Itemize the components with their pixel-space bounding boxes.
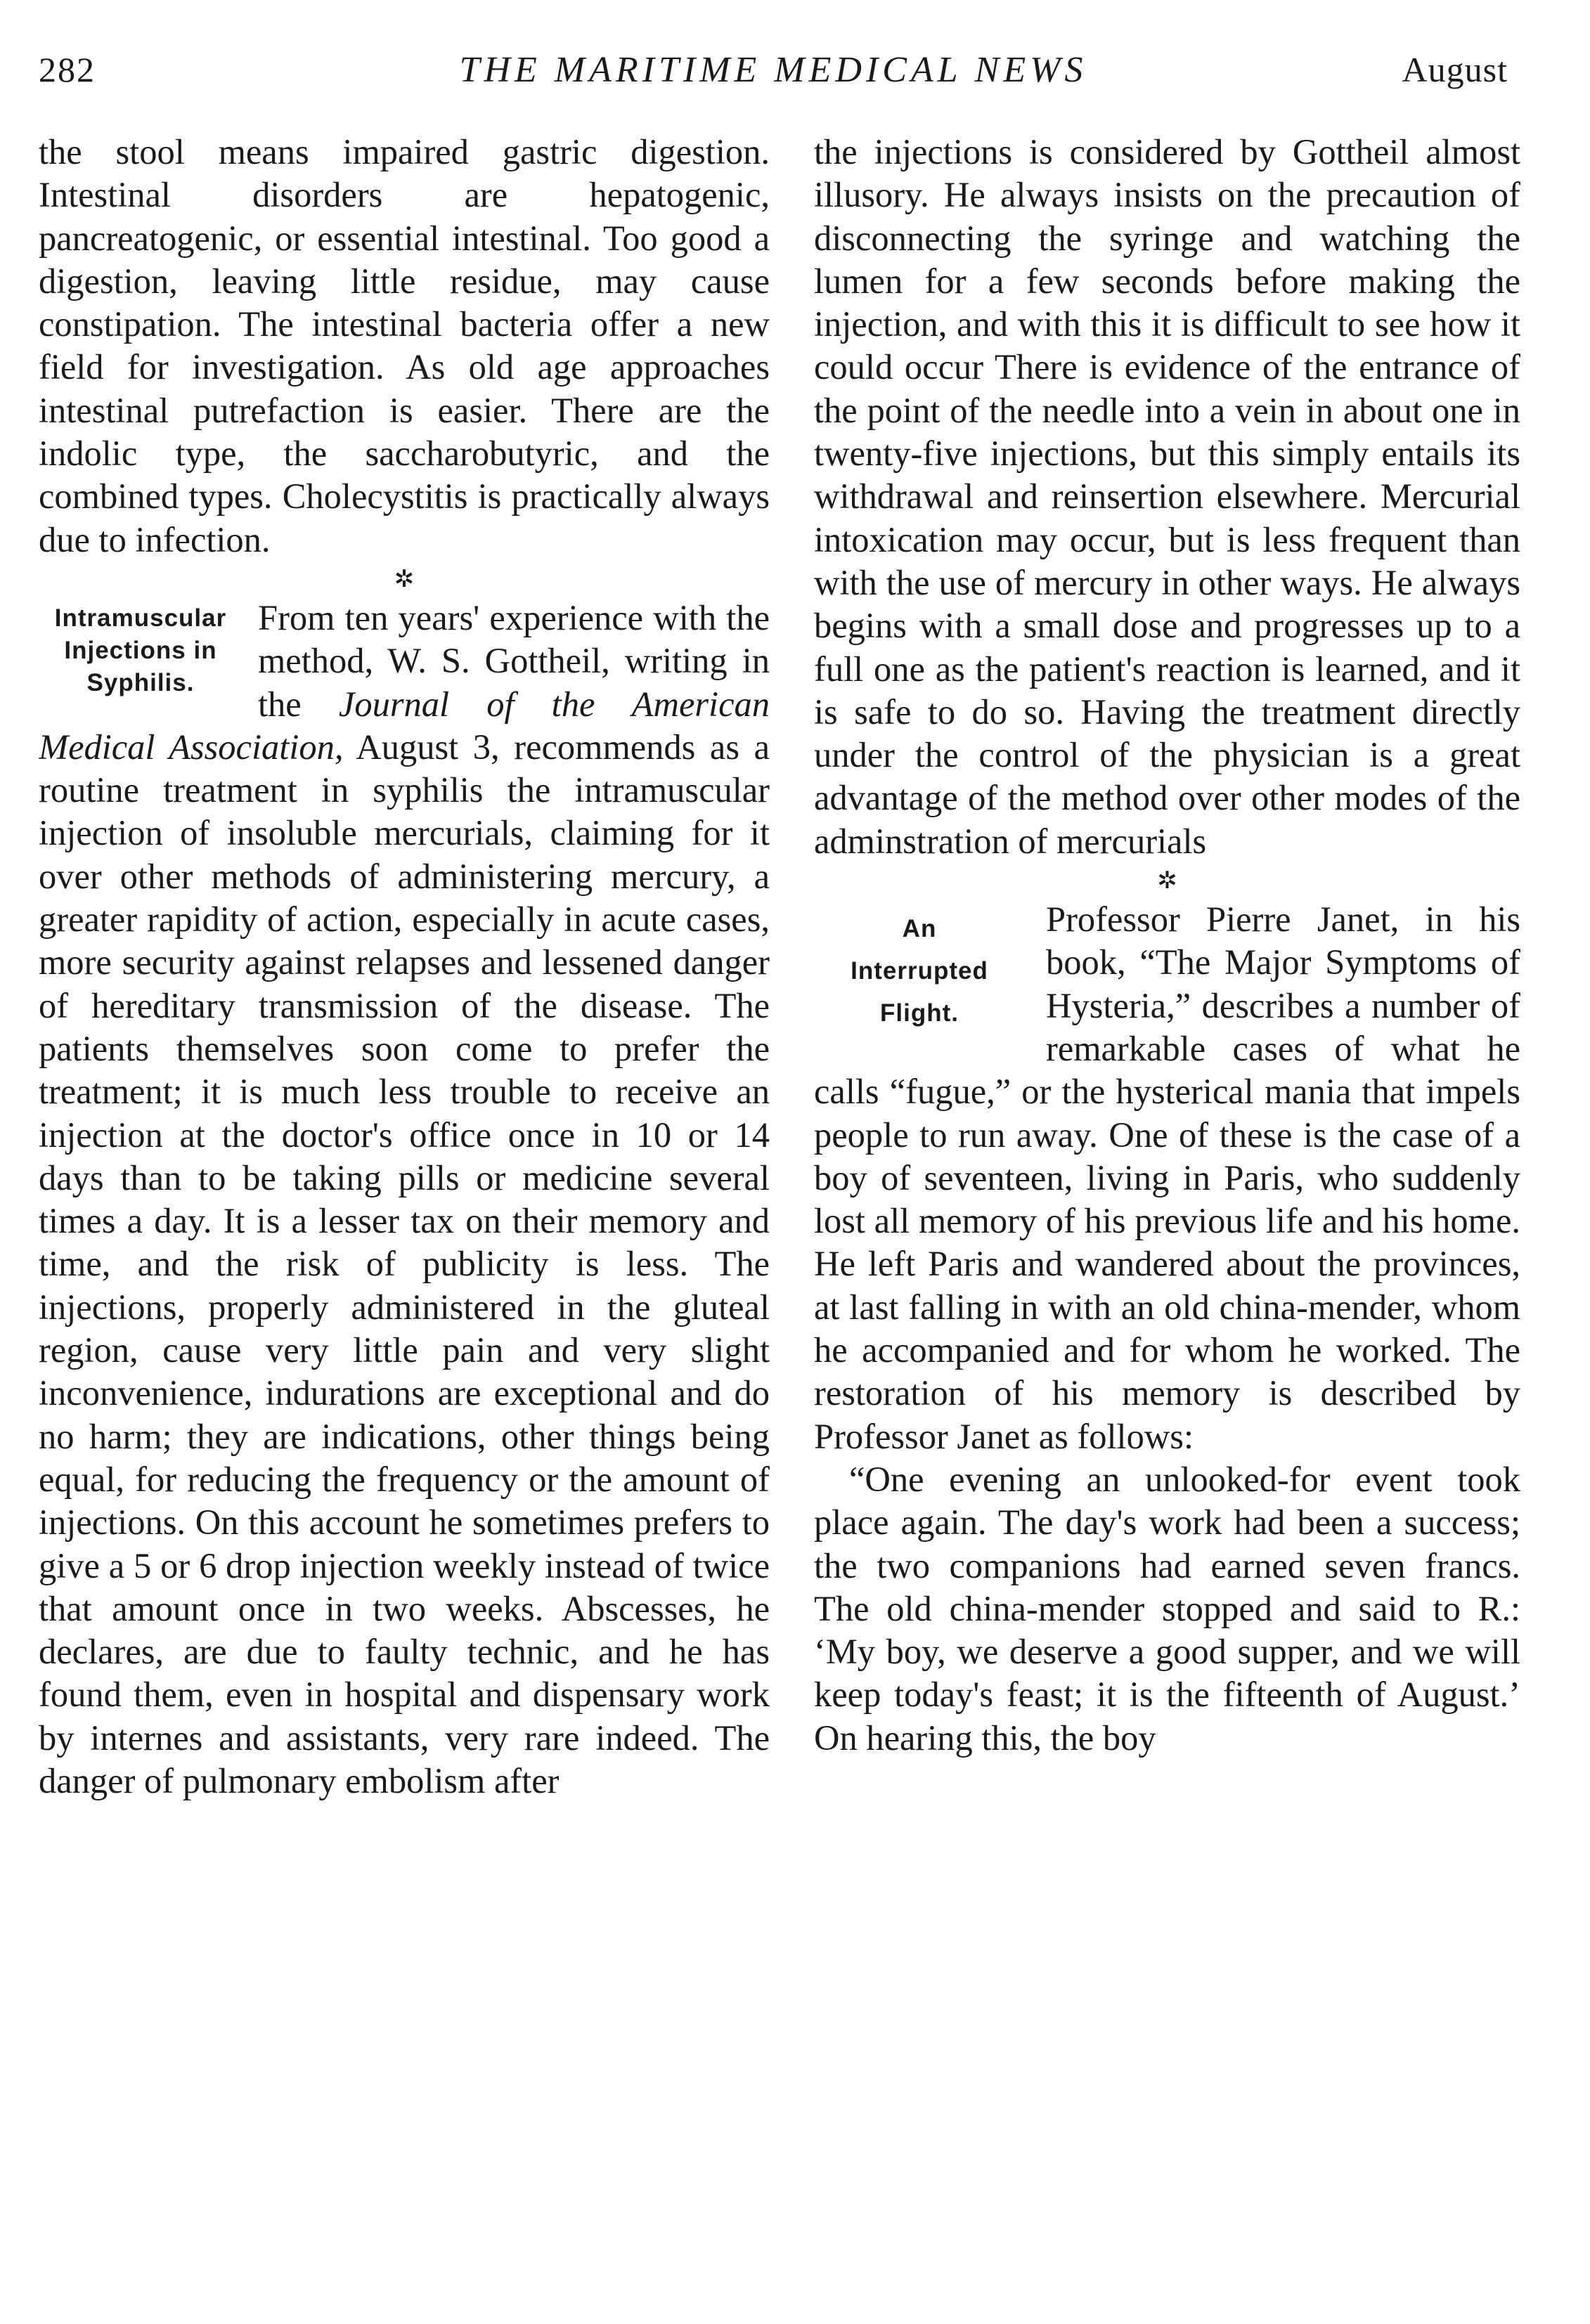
- article-heading-syphilis: [39, 602, 243, 699]
- issue-month: August: [1402, 50, 1508, 89]
- journal-title: THE MARITIME MEDICAL NEWS: [459, 50, 1087, 90]
- heading-line: An: [902, 915, 937, 943]
- heading-line: Flight.: [880, 999, 959, 1027]
- right-column: [814, 131, 1520, 2302]
- article-syphilis-body: [39, 597, 770, 1803]
- section-separator: ✲: [394, 566, 415, 592]
- article-body: August 3, recommends as a routine treatment in syphilis the intramuscular injection of insoluble mercurials, claiming for it over other methods of administering mercury, a greater rapidity of action, especially in acute cases, more security against relapses and lessened danger of hereditary transmission of the disease. The patients themselves soon come to prefer the treatment; it is much less trouble to receive an injection at the doctor's office once in 10 or 14 days than to be taking pills or medicine several times a day. It is a lesser tax on their memory and time, and the risk of publicity is less. The injections, properly administered in the gluteal region, cause very little pain and very slight inconvenience, indurations are exceptional and do no harm; they are indications, other things being equal, for reducing the frequency or the amount of injections. On this account he sometimes prefers to give a 5 or 6 drop injection weekly instead of twice that amount once in two weeks. Abscesses, he declares, are due to faulty technic, and he has found them, even in hospital and dispensary work by internes and assistants, very rare indeed. The danger of pulmonary embolism after: [39, 727, 770, 1800]
- section-separator: ✲: [1157, 868, 1177, 895]
- left-column: [39, 131, 770, 2302]
- article-intro: From ten years' experience with the method, W. S. Gottheil, writing in the: [258, 597, 770, 724]
- heading-line: Syphilis.: [86, 668, 195, 696]
- quoted-passage: “One evening an unlooked-for event took place again. The day's work had been a success; the two companions had earned seven francs. The old china-mender stopped and said to R.: ‘My boy, we deserve a good supper, and we will keep today's feast; it is the fifteenth of August.’ On hearing this, the boy: [814, 1459, 1520, 1758]
- running-header: [39, 49, 1508, 105]
- continuation-paragraph: the injections is considered by Gottheil almost illusory. He always insists on the precaution of disconnecting the syringe and watching the lumen for a few seconds before making the injection, and with this it is difficult to see how it could occur There is evidence of the entrance of the point of the needle into a vein in about one in twenty-five injections, but this simply entails its withdrawal and reinsertion elsewhere. Mercurial intoxication may occur, but is less frequent than with the use of mercury in other ways. He always begins with a small dose and progresses up to a full one as the patient's reaction is learned, and it is safe to do so. Having the treatment directly under the control of the physician is a great advantage of the method over other modes of the adminstration of mercurials: [814, 132, 1520, 861]
- page-number: 282: [39, 50, 96, 89]
- opening-paragraph: the stool means impaired gastric digestion. Intestinal disorders are hepatogenic, pancreatogenic, or essential intestinal. Too good a digestion, leaving little residue, may cause constipation. The intestinal bacteria offer a new field for investigation. As old age approaches intestinal putrefaction is easier. There are the indolic type, the saccharobutyric, and the combined types. Cholecystitis is practically always due to infection.: [39, 132, 770, 559]
- heading-line: Injections in: [64, 636, 217, 664]
- heading-line: Intramuscular: [54, 604, 227, 632]
- article-heading-flight: [814, 908, 1025, 1034]
- article-flight-body: Professor Pierre Janet, in his book, “The Major Symptoms of Hysteria,” describes a number of remarkable cases of what he calls “fugue,” or the hysterical mania that impels people to run away. One of these is the case of a boy of seventeen, living in Paris, who suddenly lost all memory of his previous life and his home. He left Paris and wandered about the provinces, at last falling in with an old china-mender, whom he accompanied and for whom he worked. The restoration of his memory is described by Professor Janet as follows:: [814, 900, 1520, 1456]
- heading-line: Interrupted: [851, 957, 988, 985]
- journal-name: Journal of the American Medical Association,: [39, 684, 770, 767]
